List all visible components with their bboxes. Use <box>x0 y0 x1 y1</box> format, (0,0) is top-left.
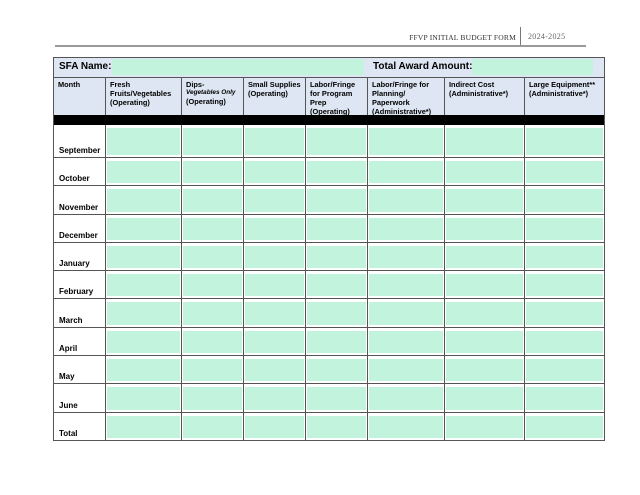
budget-input[interactable] <box>245 331 304 353</box>
budget-input[interactable] <box>446 274 523 296</box>
column-header-suffix: (Operating) <box>248 89 288 98</box>
budget-cell <box>244 384 306 411</box>
budget-input[interactable] <box>107 189 180 211</box>
budget-cell <box>445 384 525 411</box>
budget-cell <box>306 413 368 440</box>
budget-cell <box>106 328 182 355</box>
budget-cell <box>306 299 368 326</box>
budget-input[interactable] <box>107 128 180 155</box>
budget-input[interactable] <box>446 189 523 211</box>
column-header-1 <box>106 78 182 115</box>
column-header-note: Vegetables Only <box>186 89 236 96</box>
column-header-4 <box>306 78 368 115</box>
month-label: February <box>54 271 106 298</box>
column-header-6 <box>445 78 525 115</box>
column-header-0 <box>54 78 106 115</box>
budget-input[interactable] <box>307 359 366 381</box>
column-header-suffix: (Administrative*) <box>372 107 432 116</box>
column-header-label: Labor/Fringe for Program Prep <box>310 80 356 107</box>
budget-input[interactable] <box>245 274 304 296</box>
budget-cell <box>445 243 525 270</box>
budget-input[interactable] <box>369 128 443 155</box>
budget-input[interactable] <box>369 331 443 353</box>
column-header-label: Fresh Fruits/Vegetables <box>110 80 172 98</box>
budget-cell <box>525 384 604 411</box>
table-row <box>54 383 604 411</box>
budget-input[interactable] <box>526 128 603 155</box>
budget-cell <box>106 186 182 213</box>
budget-cell <box>368 413 445 440</box>
budget-cell <box>106 158 182 185</box>
budget-input[interactable] <box>526 218 603 240</box>
table-row <box>54 355 604 383</box>
budget-cell <box>525 271 604 298</box>
budget-input[interactable] <box>107 274 180 296</box>
column-header-5 <box>368 78 445 115</box>
budget-cell <box>445 356 525 383</box>
budget-input[interactable] <box>369 387 443 409</box>
budget-cell <box>445 186 525 213</box>
column-header-suffix: (Administrative*) <box>449 89 509 98</box>
budget-cell <box>182 384 244 411</box>
budget-cell <box>182 186 244 213</box>
budget-cell <box>525 356 604 383</box>
budget-cell <box>106 299 182 326</box>
budget-input[interactable] <box>183 189 242 211</box>
budget-input[interactable] <box>307 331 366 353</box>
budget-input[interactable] <box>245 189 304 211</box>
budget-cell <box>106 356 182 383</box>
budget-input[interactable] <box>446 161 523 183</box>
budget-input[interactable] <box>369 189 443 211</box>
column-header-suffix: (Operating) <box>186 97 226 106</box>
column-header-suffix: (Administrative*) <box>529 89 589 98</box>
budget-input[interactable] <box>307 161 366 183</box>
header-rule <box>55 45 586 47</box>
column-header-3 <box>244 78 306 115</box>
budget-input[interactable] <box>446 416 523 438</box>
budget-input[interactable] <box>183 331 242 353</box>
budget-cell <box>306 356 368 383</box>
budget-cell <box>445 328 525 355</box>
budget-cell <box>445 413 525 440</box>
budget-input[interactable] <box>245 218 304 240</box>
budget-cell <box>368 158 445 185</box>
budget-input[interactable] <box>245 359 304 381</box>
budget-input[interactable] <box>107 246 180 268</box>
budget-input[interactable] <box>526 161 603 183</box>
budget-cell <box>368 299 445 326</box>
budget-cell <box>368 328 445 355</box>
table-row <box>54 125 604 157</box>
month-label: September <box>54 125 106 157</box>
budget-cell <box>244 215 306 242</box>
budget-input[interactable] <box>307 416 366 438</box>
budget-input[interactable] <box>526 274 603 296</box>
budget-input[interactable] <box>245 302 304 324</box>
budget-input[interactable] <box>107 331 180 353</box>
budget-cell <box>244 328 306 355</box>
month-label: May <box>54 356 106 383</box>
table-row <box>54 185 604 213</box>
budget-cell <box>244 158 306 185</box>
budget-cell <box>525 413 604 440</box>
budget-input[interactable] <box>107 302 180 324</box>
month-label: April <box>54 328 106 355</box>
budget-input[interactable] <box>107 387 180 409</box>
budget-input[interactable] <box>183 387 242 409</box>
budget-cell <box>445 299 525 326</box>
budget-input[interactable] <box>107 161 180 183</box>
budget-cell <box>445 125 525 157</box>
budget-input[interactable] <box>183 274 242 296</box>
budget-input[interactable] <box>446 387 523 409</box>
budget-cell <box>525 328 604 355</box>
budget-cell <box>525 243 604 270</box>
column-header-7 <box>525 78 604 115</box>
budget-cell <box>306 243 368 270</box>
budget-input[interactable] <box>107 218 180 240</box>
budget-input[interactable] <box>526 387 603 409</box>
month-label: December <box>54 215 106 242</box>
budget-input[interactable] <box>107 416 180 438</box>
month-label: June <box>54 384 106 411</box>
budget-cell <box>445 271 525 298</box>
column-header-row <box>54 78 604 115</box>
sfa-name-label: SFA Name: <box>59 61 112 72</box>
budget-cell <box>244 299 306 326</box>
budget-input[interactable] <box>446 246 523 268</box>
column-header-label: Dips- <box>186 80 205 89</box>
budget-input[interactable] <box>307 274 366 296</box>
budget-cell <box>525 158 604 185</box>
budget-input[interactable] <box>183 302 242 324</box>
budget-input[interactable] <box>369 416 443 438</box>
budget-input[interactable] <box>307 387 366 409</box>
budget-input[interactable] <box>369 218 443 240</box>
budget-cell <box>106 243 182 270</box>
budget-input[interactable] <box>245 128 304 155</box>
budget-cell <box>368 356 445 383</box>
budget-cell <box>106 413 182 440</box>
month-label: January <box>54 243 106 270</box>
budget-cell <box>445 158 525 185</box>
budget-cell <box>182 356 244 383</box>
table-row <box>54 412 604 440</box>
budget-cell <box>445 215 525 242</box>
budget-input[interactable] <box>526 302 603 324</box>
budget-cell <box>182 299 244 326</box>
budget-cell <box>368 271 445 298</box>
budget-cell <box>306 186 368 213</box>
budget-cell <box>106 384 182 411</box>
budget-cell <box>306 328 368 355</box>
budget-input[interactable] <box>245 246 304 268</box>
budget-input[interactable] <box>307 189 366 211</box>
budget-cell <box>525 186 604 213</box>
budget-cell <box>106 271 182 298</box>
budget-cell <box>368 215 445 242</box>
budget-input[interactable] <box>245 416 304 438</box>
budget-cell <box>182 413 244 440</box>
table-row <box>54 270 604 298</box>
header-divider <box>520 27 521 45</box>
column-header-2 <box>182 78 244 115</box>
budget-input[interactable] <box>307 246 366 268</box>
budget-input[interactable] <box>369 359 443 381</box>
form-title: FFVP INITIAL BUDGET FORM <box>409 33 516 42</box>
budget-cell <box>525 215 604 242</box>
table-row <box>54 298 604 326</box>
budget-input[interactable] <box>526 189 603 211</box>
month-label: March <box>54 299 106 326</box>
table-row <box>54 157 604 185</box>
column-header-label: Indirect Cost <box>449 80 495 89</box>
budget-cell <box>368 243 445 270</box>
budget-input[interactable] <box>245 387 304 409</box>
budget-input[interactable] <box>183 218 242 240</box>
budget-input[interactable] <box>446 359 523 381</box>
budget-input[interactable] <box>307 218 366 240</box>
budget-cell <box>525 125 604 157</box>
budget-input[interactable] <box>446 128 523 155</box>
column-header-suffix: (Operating) <box>110 98 150 107</box>
budget-input[interactable] <box>183 359 242 381</box>
column-header-label: Large Equipment** <box>529 80 596 89</box>
budget-cell <box>244 271 306 298</box>
budget-cell <box>182 125 244 157</box>
column-header-label: Small Supplies <box>248 80 301 89</box>
budget-cell <box>106 215 182 242</box>
budget-input[interactable] <box>369 302 443 324</box>
month-label: October <box>54 158 106 185</box>
budget-cell <box>306 271 368 298</box>
budget-cell <box>244 356 306 383</box>
budget-input[interactable] <box>183 161 242 183</box>
column-header-label: Month <box>58 80 81 89</box>
sfa-row <box>54 58 604 78</box>
budget-cell <box>306 125 368 157</box>
budget-input[interactable] <box>369 161 443 183</box>
total-award-field[interactable] <box>472 59 593 75</box>
budget-cell <box>182 215 244 242</box>
budget-input[interactable] <box>307 128 366 155</box>
total-award-label: Total Award Amount: <box>373 61 473 72</box>
budget-cell <box>182 243 244 270</box>
budget-input[interactable] <box>369 274 443 296</box>
month-label: Total <box>54 413 106 440</box>
budget-input[interactable] <box>446 331 523 353</box>
budget-cell <box>106 125 182 157</box>
table-row <box>54 242 604 270</box>
column-header-suffix: (Operating) <box>310 107 350 116</box>
budget-form <box>53 57 605 441</box>
budget-cell <box>244 243 306 270</box>
budget-input[interactable] <box>526 246 603 268</box>
budget-cell <box>182 271 244 298</box>
budget-cell <box>306 215 368 242</box>
budget-input[interactable] <box>446 218 523 240</box>
budget-input[interactable] <box>526 331 603 353</box>
budget-grid <box>54 125 604 440</box>
budget-cell <box>182 158 244 185</box>
budget-input[interactable] <box>183 246 242 268</box>
budget-input[interactable] <box>107 359 180 381</box>
budget-cell <box>244 125 306 157</box>
budget-cell <box>244 186 306 213</box>
budget-cell <box>244 413 306 440</box>
budget-cell <box>368 186 445 213</box>
budget-input[interactable] <box>526 416 603 438</box>
month-label: November <box>54 186 106 213</box>
budget-cell <box>182 328 244 355</box>
table-row <box>54 327 604 355</box>
budget-cell <box>368 384 445 411</box>
budget-input[interactable] <box>307 302 366 324</box>
budget-input[interactable] <box>369 246 443 268</box>
table-row <box>54 214 604 242</box>
budget-input[interactable] <box>183 128 242 155</box>
school-year: 2024-2025 <box>528 32 566 41</box>
budget-cell <box>368 125 445 157</box>
budget-input[interactable] <box>245 161 304 183</box>
budget-cell <box>306 158 368 185</box>
budget-cell <box>525 299 604 326</box>
budget-input[interactable] <box>183 416 242 438</box>
budget-input[interactable] <box>446 302 523 324</box>
budget-input[interactable] <box>526 359 603 381</box>
budget-cell <box>306 384 368 411</box>
header-separator-band <box>54 115 604 125</box>
sfa-name-field[interactable] <box>112 59 364 75</box>
column-header-label: Labor/Fringe for Planning/ Paperwork <box>372 80 430 107</box>
